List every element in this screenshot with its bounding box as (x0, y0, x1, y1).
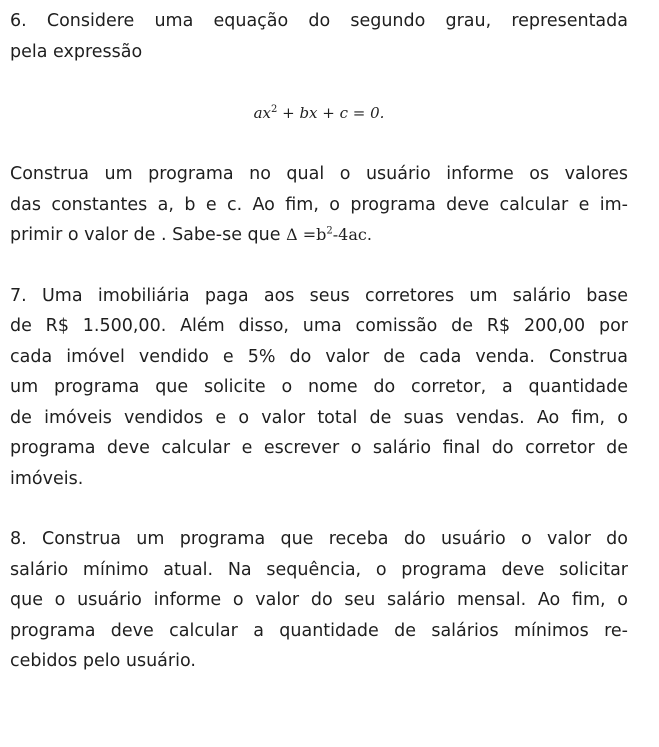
question-7-line: 7. Uma imobiliária paga aos seus corretores um salário base (10, 285, 628, 306)
question-6-line-5 (10, 220, 628, 251)
question-6-body (10, 159, 628, 251)
quadratic-equation (10, 101, 628, 125)
question-8-line: que o usuário informe o valor do seu salário mensal. Ao fim, o (10, 590, 628, 610)
question-7-line: cada imóvel vendido e 5% do valor de cada venda. Construa (10, 346, 628, 367)
delta-lhs: Δ =b (286, 225, 327, 244)
question-7-line: programa deve calcular e escrever o salário final do corretor de (10, 438, 628, 458)
formula-rest: + bx + c = 0. (277, 104, 385, 122)
delta-exponent: 2 (326, 225, 333, 237)
exercise-page (10, 6, 628, 677)
question-8-line: programa deve calcular a quantidade de salários mínimos re- (10, 620, 628, 641)
question-8 (10, 524, 628, 677)
question-6-line-4: das constantes a, b e c. Ao fim, o programa deve calcular e im- (10, 194, 628, 215)
question-6-line-3: Construa um programa no qual o usuário informe os valores (10, 164, 628, 184)
question-7 (10, 281, 628, 495)
delta-formula (286, 225, 372, 244)
question-7-line: de imóveis vendidos e o valor total de suas vendas. Ao fim, o (10, 407, 628, 428)
delta-rhs: -4ac. (332, 225, 372, 244)
question-6 (10, 6, 628, 67)
formula-exponent: 2 (270, 104, 278, 115)
question-6-line-2: pela expressão (10, 41, 143, 62)
question-8-line: 8. Construa um programa que receba do usuário o valor do (10, 529, 628, 549)
formula-ax: ax (253, 104, 271, 122)
question-6-line-1: 6. Considere uma equação do segundo grau, representada (10, 11, 628, 31)
question-7-line: imóveis. (10, 468, 84, 489)
paragraph-gap (10, 494, 628, 524)
question-8-line: cebidos pelo usuário. (10, 651, 196, 671)
question-6-line-5-text: primir o valor de . Sabe-se que (10, 225, 287, 245)
question-7-line: um programa que solicite o nome do corretor, a quantidade (10, 377, 628, 397)
question-8-line: salário mínimo atual. Na sequência, o programa deve solicitar (10, 559, 628, 580)
paragraph-gap (10, 251, 628, 281)
question-7-line: de R$ 1.500,00. Além disso, uma comissão de R$ 200,00 por (10, 316, 628, 336)
